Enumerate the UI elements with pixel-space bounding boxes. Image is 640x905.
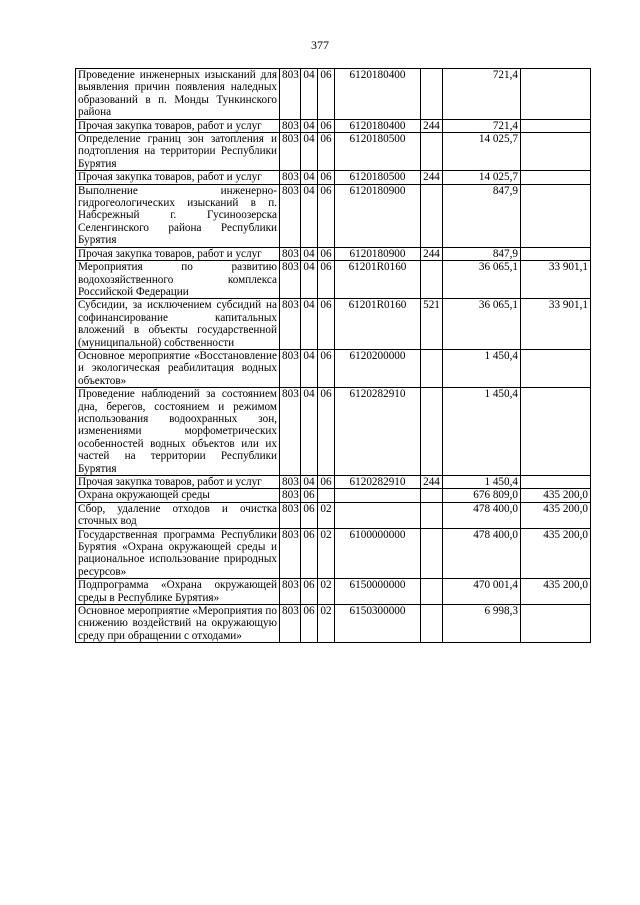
row-vr [421,502,443,528]
row-pr: 06 [318,119,335,132]
row-sum2: 435 200,0 [521,489,591,502]
row-csr: 6100000000 [335,528,421,579]
row-sum1: 721,4 [443,69,521,120]
row-pr: 02 [318,579,335,605]
table-row [76,299,591,350]
row-rz: 04 [301,69,318,120]
row-sum1: 1 450,4 [443,388,521,476]
row-gr: 803 [280,476,301,489]
row-vr [421,69,443,120]
row-vr: 521 [421,299,443,350]
row-csr: 6120180500 [335,133,421,171]
table-row [76,171,591,184]
row-rz: 04 [301,476,318,489]
row-vr [421,388,443,476]
row-pr: 02 [318,605,335,643]
row-gr: 803 [280,502,301,528]
row-gr: 803 [280,579,301,605]
row-gr: 803 [280,349,301,387]
row-name: Мероприятия по развитию водохозяйственного комплекса Российской Федерации [76,261,280,299]
row-csr: 6150300000 [335,605,421,643]
row-sum1: 478 400,0 [443,502,521,528]
row-sum2: 435 200,0 [521,528,591,579]
row-gr: 803 [280,261,301,299]
row-gr: 803 [280,388,301,476]
row-name: Подпрограмма «Охрана окружающей среды в Республике Бурятия» [76,579,280,605]
row-pr: 06 [318,171,335,184]
row-sum1: 36 065,1 [443,261,521,299]
row-pr: 06 [318,388,335,476]
row-pr: 06 [318,299,335,350]
row-gr: 803 [280,184,301,247]
row-csr: 6120282910 [335,476,421,489]
row-vr [421,184,443,247]
row-name: Прочая закупка товаров, работ и услуг [76,476,280,489]
row-rz: 06 [301,605,318,643]
row-name: Основное мероприятие «Мероприятия по снижению воздействий на окружающую среду при обращении с отходами» [76,605,280,643]
row-sum2: 33 901,1 [521,299,591,350]
row-rz: 04 [301,184,318,247]
row-sum1: 721,4 [443,119,521,132]
row-sum1: 14 025,7 [443,133,521,171]
row-vr: 244 [421,476,443,489]
row-sum1: 676 809,0 [443,489,521,502]
row-gr: 803 [280,133,301,171]
row-vr [421,133,443,171]
row-sum2 [521,247,591,260]
row-csr: 6120200000 [335,349,421,387]
row-rz: 06 [301,489,318,502]
row-gr: 803 [280,69,301,120]
row-name: Государственная программа Республики Бурятия «Охрана окружающей среды и рациональное использование природных ресурсов» [76,528,280,579]
row-csr: 6120282910 [335,388,421,476]
row-pr: 06 [318,349,335,387]
row-csr: 6120180900 [335,184,421,247]
table-row [76,528,591,579]
row-sum1: 6 998,3 [443,605,521,643]
budget-table [75,68,591,643]
row-sum2 [521,69,591,120]
table-row [76,184,591,247]
row-name: Сбор, удаление отходов и очистка сточных вод [76,502,280,528]
row-name: Основное мероприятие «Восстановление и экологическая реабилитация водных объектов» [76,349,280,387]
row-pr: 06 [318,261,335,299]
row-pr: 06 [318,476,335,489]
row-pr: 06 [318,69,335,120]
row-rz: 04 [301,119,318,132]
row-vr [421,605,443,643]
row-vr: 244 [421,119,443,132]
row-name: Проведение инженерных изысканий для выявления причин появления наледных образований в п. Монды Тункинского района [76,69,280,120]
row-csr [335,502,421,528]
row-gr: 803 [280,119,301,132]
row-pr: 06 [318,247,335,260]
row-vr [421,579,443,605]
row-sum1: 1 450,4 [443,476,521,489]
row-csr: 6120180500 [335,171,421,184]
row-rz: 04 [301,261,318,299]
row-pr: 06 [318,133,335,171]
row-name: Охрана окружающей среды [76,489,280,502]
row-name: Прочая закупка товаров, работ и услуг [76,171,280,184]
row-name: Прочая закупка товаров, работ и услуг [76,119,280,132]
row-sum2: 435 200,0 [521,579,591,605]
row-csr [335,489,421,502]
table-row [76,489,591,502]
row-name: Проведение наблюдений за состоянием дна, берегов, состоянием и режимом использования водоохранных зон, изменениями морфометрических особенностей водных объектов или их частей на территории Республики Бурятия [76,388,280,476]
row-sum1: 470 001,4 [443,579,521,605]
row-vr [421,528,443,579]
row-rz: 04 [301,133,318,171]
row-gr: 803 [280,299,301,350]
row-sum2: 33 901,1 [521,261,591,299]
table-row [76,579,591,605]
row-csr: 61201R0160 [335,299,421,350]
row-vr [421,349,443,387]
row-rz: 06 [301,502,318,528]
table-row [76,69,591,120]
table-row [76,605,591,643]
row-sum2 [521,476,591,489]
row-csr: 6150000000 [335,579,421,605]
row-name: Выполнение инженерно- гидрогеологических изысканий в п. Набсрежный г. Гусиноозерска Селенгинского района Республики Бурятия [76,184,280,247]
row-sum1: 1 450,4 [443,349,521,387]
row-name: Прочая закупка товаров, работ и услуг [76,247,280,260]
row-name: Определение границ зон затопления и подтопления на территории Республики Бурятия [76,133,280,171]
table-row [76,388,591,476]
row-vr [421,489,443,502]
row-rz: 04 [301,388,318,476]
row-csr: 6120180400 [335,119,421,132]
row-csr: 61201R0160 [335,261,421,299]
row-sum1: 478 400,0 [443,528,521,579]
row-sum2 [521,388,591,476]
row-gr: 803 [280,171,301,184]
table-row [76,502,591,528]
row-pr: 06 [318,184,335,247]
row-vr: 244 [421,171,443,184]
table-row [76,261,591,299]
row-sum2 [521,133,591,171]
table-row [76,119,591,132]
row-sum2 [521,605,591,643]
row-pr: 02 [318,528,335,579]
table-row [76,133,591,171]
row-sum2 [521,119,591,132]
row-name: Субсидии, за исключением субсидий на софинансирование капитальных вложений в объекты государственной (муниципальной) собственности [76,299,280,350]
row-rz: 04 [301,171,318,184]
row-sum1: 36 065,1 [443,299,521,350]
row-gr: 803 [280,605,301,643]
row-pr [318,489,335,502]
table-row [76,349,591,387]
row-sum1: 847,9 [443,247,521,260]
row-csr: 6120180400 [335,69,421,120]
row-rz: 06 [301,528,318,579]
row-rz: 04 [301,247,318,260]
row-gr: 803 [280,528,301,579]
row-pr: 02 [318,502,335,528]
row-sum2 [521,349,591,387]
row-sum1: 14 025,7 [443,171,521,184]
row-rz: 04 [301,349,318,387]
row-sum2 [521,171,591,184]
row-sum2: 435 200,0 [521,502,591,528]
row-sum1: 847,9 [443,184,521,247]
row-rz: 04 [301,299,318,350]
row-vr: 244 [421,247,443,260]
table-row [76,476,591,489]
row-rz: 06 [301,579,318,605]
row-sum2 [521,184,591,247]
table-row [76,247,591,260]
row-csr: 6120180900 [335,247,421,260]
row-vr [421,261,443,299]
row-gr: 803 [280,247,301,260]
row-gr: 803 [280,489,301,502]
page-number: 377 [311,38,329,52]
